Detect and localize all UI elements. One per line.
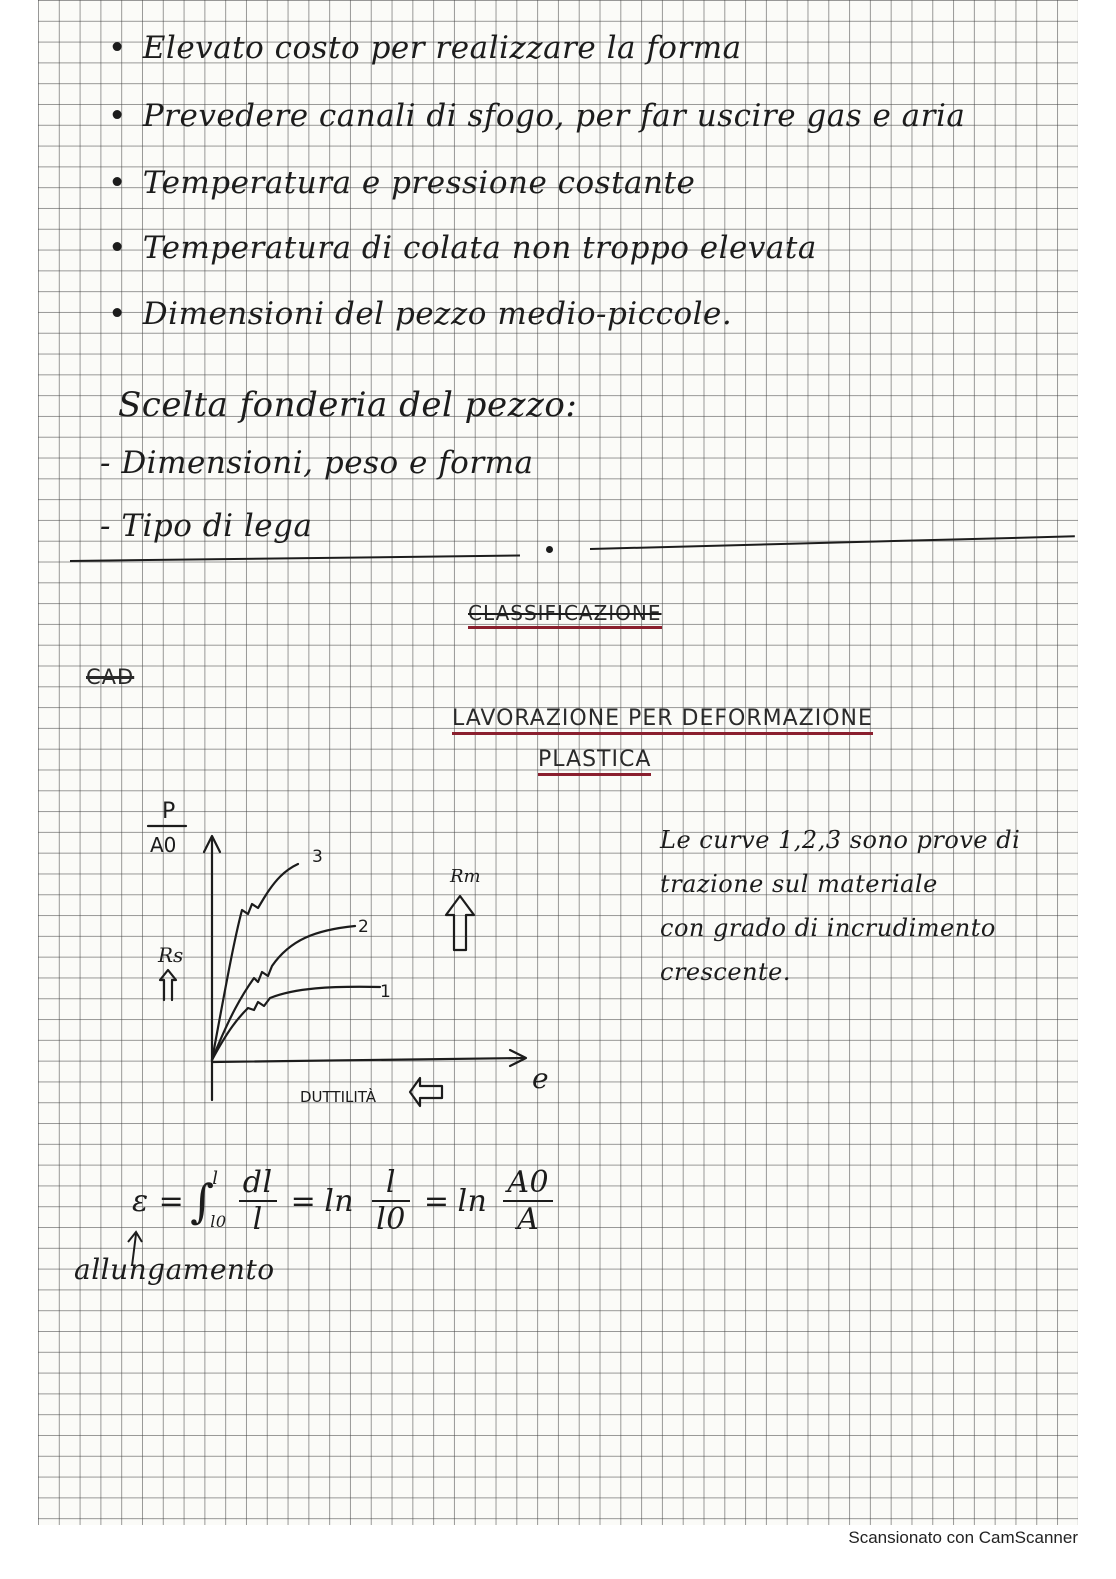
ductility-label: DUTTILITÀ [300, 1088, 377, 1106]
x-axis [212, 1058, 525, 1062]
section-subheading: PLASTICA [538, 747, 651, 776]
strain-formula: ε = ∫ l l0 $\frac{dl}{l}$ = ln $\frac{l}{l0}$ = ln $\frac{A0}{A}$ [132, 1165, 559, 1237]
bullet-item: • Elevato costo per realizzare la forma [108, 30, 742, 66]
choice-heading: Scelta fonderia del pezzo: [118, 385, 578, 425]
bullet-item: • Prevedere canali di sfogo, per far uscire gas e aria [108, 98, 966, 134]
stress-strain-chart [130, 790, 560, 1120]
integral-symbol: ∫ l l0 [190, 1168, 227, 1231]
x-axis-label: e [532, 1062, 549, 1095]
curve-1 [212, 987, 380, 1060]
scanner-footer: Scansionato con CamScanner [848, 1528, 1078, 1547]
epsilon-symbol: ε = [132, 1183, 185, 1219]
curve-2-label: 2 [358, 917, 369, 937]
section-heading: LAVORAZIONE PER DEFORMAZIONE [452, 706, 873, 735]
rs-label: Rs [158, 943, 184, 967]
side-note-line: Le curve 1,2,3 sono prove di [660, 826, 1021, 854]
formula-label: allungamento [74, 1253, 275, 1286]
curve-1-label: 1 [380, 982, 391, 1002]
y-axis-label-denominator: A0 [150, 833, 177, 857]
section-title-crossed: CLASSIFICAZIONE [468, 601, 662, 629]
side-note-line: trazione sul materiale [660, 870, 938, 898]
rm-arrow-icon [446, 896, 474, 950]
bullet-item: • Temperatura e pressione costante [108, 165, 696, 201]
curve-3-label: 3 [312, 847, 323, 867]
dash-item: - Dimensioni, peso e forma [100, 445, 534, 481]
rm-label: Rm [450, 866, 481, 887]
separator-dot [546, 546, 553, 553]
side-note-line: crescente. [660, 958, 792, 986]
bullet-item: • Temperatura di colata non troppo elevata [108, 230, 817, 266]
side-note-line: con grado di incrudimento [660, 914, 996, 942]
dl-over-l: $\frac{dl}{l}$ [239, 1165, 277, 1237]
a0-over-a: $\frac{A0}{A}$ [503, 1165, 553, 1237]
rs-arrow-icon [160, 970, 176, 1000]
crossed-out-word: CAD [86, 665, 135, 689]
bullet-item: • Dimensioni del pezzo medio-piccole. [108, 296, 733, 332]
y-axis-label-numerator: P [162, 799, 176, 824]
l-over-l0: $\frac{l}{l0}$ [372, 1165, 410, 1237]
dash-item: - Tipo di lega [100, 508, 313, 544]
ductility-arrow-icon [410, 1078, 442, 1106]
